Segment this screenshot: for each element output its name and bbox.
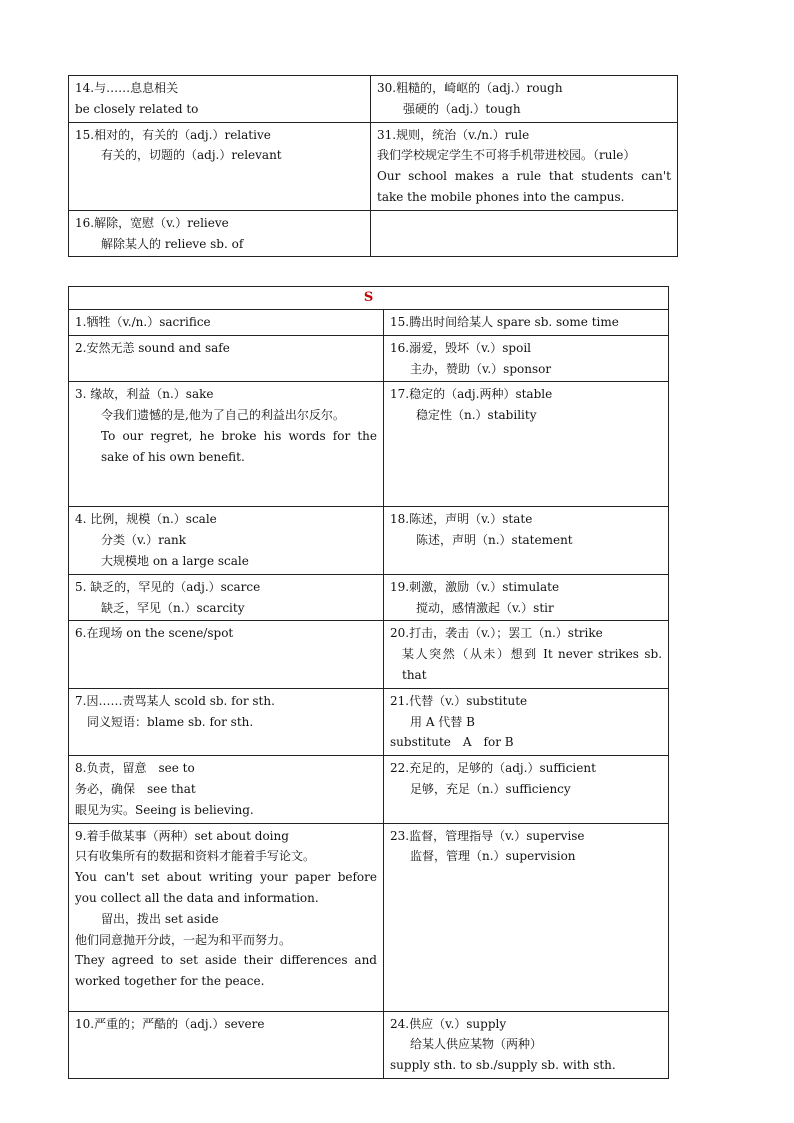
entry-line: 搅动，感情激起（v.）stir [416,600,554,615]
vocab-table-continued [68,75,678,257]
table-row [69,574,669,621]
entry-line: 3. 缘故，利益（n.）sake [75,387,214,402]
entry-line: 用 A 代替 B [410,714,475,729]
entry-line: 9.着手做某事（两种）set about doing [75,828,289,843]
entry-line: Our school makes a rule that students can't take the mobile phones into the campus. [377,169,671,204]
entry-line: 他们同意抛开分歧，一起为和平而努力。 [75,932,292,947]
table-cell-left [69,210,371,257]
entry-line: 眼见为实。Seeing is believing. [75,802,254,817]
entry-line: 缺乏，罕见（n.）scarcity [101,600,245,615]
entry-line: 足够，充足（n.）sufficiency [410,781,571,796]
entry-line: 陈述，声明（n.）statement [416,533,573,548]
table-row [69,1011,669,1078]
entry-line: 大规模地 on a large scale [101,553,249,568]
entry-line: 18.陈述，声明（v.）state [390,512,533,527]
vocab-table-body [69,287,669,1079]
table-cell-left [69,382,384,507]
entry-line: 15.腾出时间给某人 spare sb. some time [390,315,619,329]
entry-line: 10.严重的；严酷的（adj.）severe [75,1016,265,1031]
table-cell-right [384,1011,669,1078]
table-cell-right [384,756,669,823]
table-row [69,382,669,507]
entry-line: 8.负责，留意 see to [75,761,195,776]
table-cell-right [371,122,678,210]
entry-line: 7.因……责骂某人 scold sb. for sth. [75,693,275,708]
table-cell-left [69,335,384,382]
table-cell-right [371,210,678,257]
entry-line: 我们学校规定学生不可将手机带进校园。（rule） [377,148,636,163]
section-title: S [69,287,669,310]
entry-line: 强硬的（adj.）tough [403,101,521,116]
entry-line: 19.刺激，激励（v.）stimulate [390,579,560,594]
table-cell-left [69,621,384,688]
table-cell-right [384,507,669,574]
table-cell-right [384,310,669,336]
entry-line: 监督，管理（n.）supervision [410,849,576,864]
table-cell-left [69,688,384,755]
entry-line: substitute A for B [390,735,514,750]
entry-line: 23.监督，管理指导（v.）supervise [390,828,585,843]
entry-line: 主办，赞助（v.）sponsor [410,361,552,376]
table-cell-left [69,823,384,1011]
table-row [69,122,678,210]
table-row [69,335,669,382]
entry-line: 17.稳定的（adj.两种）stable [390,387,553,402]
entry-line: 稳定性（n.）stability [416,408,537,423]
table-cell-left [69,122,371,210]
entry-line: 5. 缺乏的，罕见的（adj.）scarce [75,579,261,594]
table-cell-left [69,310,384,336]
table-row [69,507,669,574]
table-cell-right [384,688,669,755]
table-cell-left [69,756,384,823]
entry-line: 有关的，切题的（adj.）relevant [101,148,282,163]
entry-line: 24.供应（v.）supply [390,1016,507,1031]
table-cell-left [69,1011,384,1078]
entry-line: be closely related to [75,101,199,116]
entry-line: 2.安然无恙 sound and safe [75,340,230,355]
entry-line: 解除某人的 relieve sb. of [101,236,244,251]
entry-line: 22.充足的，足够的（adj.）sufficient [390,761,596,776]
table-cell-left [69,507,384,574]
vocab-table-s [68,286,669,1079]
entry-line: To our regret, he broke his words for the sake of his own benefit. [101,428,377,464]
entry-line: 6.在现场 on the scene/spot [75,626,234,641]
table-cell-right [384,574,669,621]
table-cell-right [371,76,678,123]
table-cell-right [384,621,669,688]
entry-line: supply sth. to sb./supply sb. with sth. [390,1058,616,1073]
table-cell-left [69,574,384,621]
entry-line: 30.粗糙的，崎岖的（adj.）rough [377,81,563,95]
entry-line: 留出，拨出 set aside [101,911,219,926]
entry-line: 14.与……息息相关 [75,81,179,95]
entry-line: 4. 比例，规模（n.）scale [75,512,217,527]
entry-line: 31.规则，统治（v./n.）rule [377,127,530,142]
entry-line: 某人突然（从未）想到 It never strikes sb. that [402,647,663,682]
entry-line: 令我们遗憾的是,他为了自己的利益出尔反尔。 [101,408,345,423]
table-cell-right [384,335,669,382]
table-row [69,210,678,257]
entry-line: You can't set about writing your paper before you collect all the data and information. [75,870,377,905]
table-cell-right [384,823,669,1011]
table-row [69,76,678,123]
table-cell-left [69,76,371,123]
table-row [69,621,669,688]
table-row [69,310,669,336]
table-row [69,756,669,823]
table-row [69,688,669,755]
section-title-row [69,287,669,310]
entry-line: 分类（v.）rank [101,533,187,548]
entry-line: 15.相对的，有关的（adj.）relative [75,127,271,142]
vocab-table-body [69,76,678,257]
entry-line: 16.溺爱，毁坏（v.）spoil [390,340,531,355]
entry-line: 只有收集所有的数据和资料才能着手写论文。 [75,849,316,864]
entry-line: They agreed to set aside their differences and worked together for the peace. [75,953,377,989]
table-row [69,823,669,1011]
entry-line: 给某人供应某物（两种） [410,1037,543,1052]
entry-line: 务必，确保 see that [75,781,196,796]
entry-line: 20.打击，袭击（v.）；罢工（n.）strike [390,626,603,641]
entry-line: 21.代替（v.）substitute [390,693,528,708]
entry-line: 同义短语：blame sb. for sth. [87,714,254,729]
entry-line: 16.解除，宽慰（v.）relieve [75,215,229,230]
entry-line: 1.牺牲（v./n.）sacrifice [75,315,211,329]
table-cell-right [384,382,669,507]
